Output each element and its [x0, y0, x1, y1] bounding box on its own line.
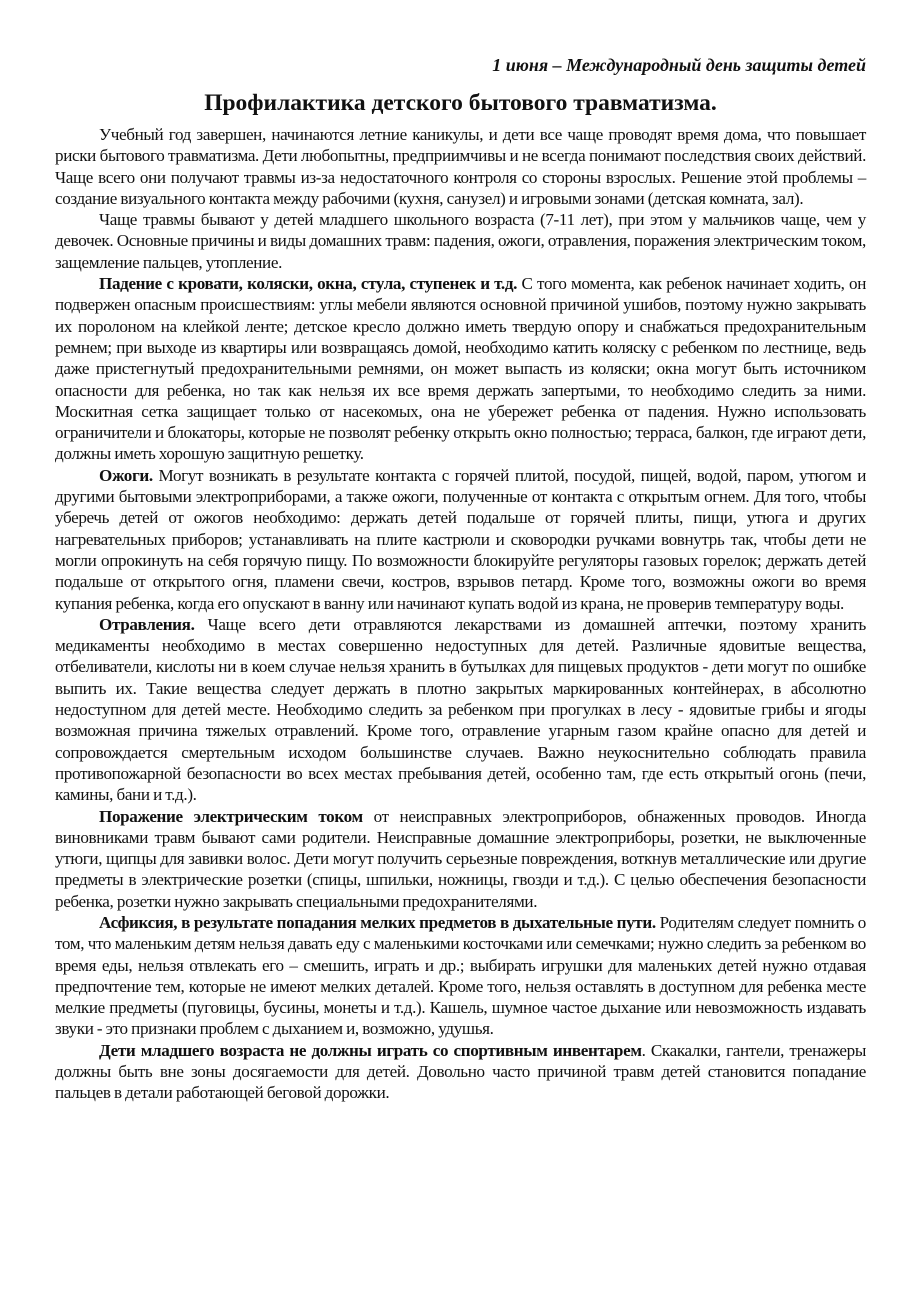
paragraph-lead: Ожоги.: [99, 465, 153, 485]
paragraph-causes: [55, 209, 866, 273]
paragraph-asphyxia: [55, 912, 866, 1040]
paragraph-poisoning: [55, 614, 866, 806]
paragraph-text: С того момента, как ребенок начинает ходить, он подвержен опасным происшествиям: углы мебели являются основной причиной ушибов, поэтому нужно закрывать их поролоном на клейкой ленте; детское кресло должно иметь твердую опору и снабжаться предохранительным ремнем; при выходе из квартиры или возвращаясь домой, необходимо катить коляску с ребенком по лестнице, ведь даже пристегнутый предохранительными ремнями, он может выпасть из коляски; окна могут быть источником опасности для ребенка, но так как нельзя их все время держать запертыми, то необходимо следить за ними. Москитная сетка защищает только от насекомых, она не убережет ребенка от падения. Нужно использовать ограничители и блокаторы, которые не позволят ребенку открыть окно полностью; терраса, балкон, где играют дети, должны иметь хорошую защитную решетку.: [55, 274, 866, 464]
paragraph-burns: [55, 465, 866, 614]
paragraph-lead: Асфиксия, в результате попадания мелких предметов в дыхательные пути.: [99, 912, 656, 932]
paragraph-sports-equipment: [55, 1040, 866, 1104]
paragraph-falls: [55, 273, 866, 465]
paragraph-text: Чаще всего дети отравляются лекарствами из домашней аптечки, поэтому хранить медикаменты необходимо в местах совершенно недоступных для детей. Различные ядовитые вещества, отбеливатели, кислоты ни в коем случае нельзя хранить в бутылках для пищевых продуктов - дети могут по ошибке выпить их. Такие вещества следует держать в плотно закрытых маркированных контейнерах, в абсолютно недоступном для детей месте. Необходимо следить за ребенком при прогулках в лесу - ядовитые грибы и ягоды возможная причина тяжелых отравлений. Кроме того, отравление угарным газом крайне опасно для детей и сопровождается смертельным исходом большинстве случаев. Важно неукоснительно соблюдать правила противопожарной безопасности во всех местах пребывания детей, особенно там, где есть открытый огонь (печи, камины, бани и т.д.).: [55, 614, 866, 805]
paragraph-electric-shock: [55, 806, 866, 912]
page-title: Профилактика детского бытового травматизма.: [204, 90, 717, 116]
paragraph-text: Могут возникать в результате контакта с горячей плитой, посудой, пищей, водой, паром, утюгом и другими бытовыми электроприборами, а также ожоги, полученные от контакта с открытым огнем. Для того, чтобы уберечь детей от ожогов необходимо: держать детей подальше от горячей плиты, пищи, утюга и других нагревательных приборов; устанавливать на плите кастрюли и сковородки ручками вовнутрь так, чтобы дети не могли опрокинуть на себя горячую пищу. По возможности блокируйте регуляторы газовых горелок; держать детей подальше от открытого огня, пламени свечи, костров, взрывов петард. Кроме того, возможны ожоги во время купания ребенка, когда его опускают в ванну или начинают купать водой из крана, не проверив температуру воды.: [55, 465, 866, 613]
paragraph-lead: Отравления.: [99, 614, 195, 634]
paragraph-text: от неисправных электроприборов, обнаженных проводов. Иногда виновниками травм бывают сами родители. Неисправные домашние электроприборы, розетки, не выключенные утюги, щипцы для завивки волос. Дети могут получить серьезные повреждения, воткнув металлические или другие предметы в электрические розетки (спицы, шпильки, ножницы, гвозди и т.д.). С целью обеспечения безопасности ребенка, розетки нужно закрывать специальными предохранителями.: [55, 806, 866, 911]
paragraph-intro: [55, 124, 866, 209]
paragraph-lead: Поражение электрическим током: [99, 806, 363, 826]
paragraph-text: . Скакалки, гантели, тренажеры должны быть вне зоны досягаемости для детей. Довольно часто причиной травм детей становится попадание пальцев в детали работающей беговой дорожки.: [55, 1040, 866, 1103]
dateline: 1 июня – Международный день защиты детей: [492, 55, 866, 75]
paragraph-text: Родителям следует помнить о том, что маленьким детям нельзя давать еду с маленькими косточками или семечками; нужно следить за ребенком во время еды, нельзя отвлекать его – смешить, играть и др.; выбирать игрушки для маленьких детей нужно отдавая предпочтение тем, которые не имеют мелких деталей. Кроме того, нельзя оставлять в доступном для ребенка месте мелкие предметы (пуговицы, бусины, монеты и т.д.). Кашель, шумное частое дыхание или невозможность издавать звуки - это признаки проблем с дыханием и, возможно, удушья.: [55, 912, 866, 1039]
paragraph-lead: Дети младшего возраста не должны играть со спортивным инвентарем: [99, 1040, 642, 1060]
paragraph-lead: Падение с кровати, коляски, окна, стула, ступенек и т.д.: [99, 274, 518, 294]
paragraph-text: Чаще травмы бывают у детей младшего школьного возраста (7-11 лет), при этом у мальчиков чаще, чем у девочек. Основные причины и виды домашних травм: падения, ожоги, отравления, поражения электрическим током, защемление пальцев, утопление.: [55, 210, 866, 272]
document-page: [55, 52, 866, 1104]
paragraph-text: Учебный год завершен, начинаются летние каникулы, и дети все чаще проводят время дома, что повышает риски бытового травматизма. Дети любопытны, предприимчивы и не всегда понимают последствия своих действий. Чаще всего они получают травмы из-за недостаточного контроля со стороны взрослых. Решение этой проблемы – создание визуального контакта между рабочими (кухня, санузел) и игровыми зонами (детская комната, зал).: [55, 125, 866, 208]
